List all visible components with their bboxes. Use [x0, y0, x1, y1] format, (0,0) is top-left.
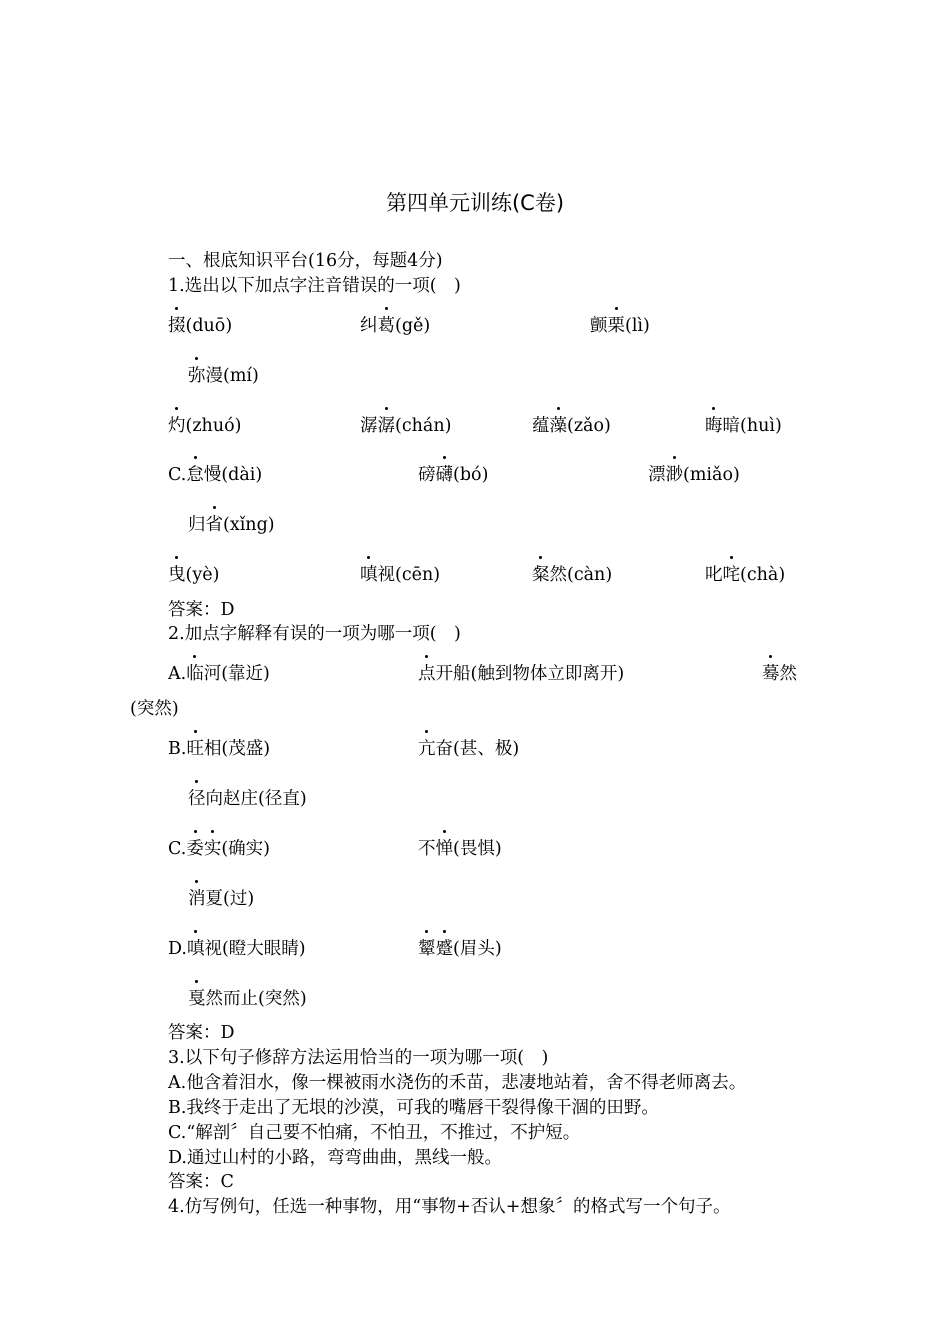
- q4-stem: 4.仿写例句，任选一种事物，用“事物+否认+想象〞的格式写一个句子。: [168, 1197, 731, 1217]
- q1-option-c-4: 归省(xǐng): [188, 515, 275, 535]
- q1-option-a-3: 颤栗(lì): [590, 316, 650, 336]
- q3-stem: 3.以下句子修辞方法运用恰当的一项为哪一项( ): [168, 1048, 549, 1068]
- q2-option-d-1: D.嗔视(瞪大眼睛): [168, 939, 306, 959]
- q1-option-c-2: 磅礴(bó): [418, 465, 489, 485]
- q3-option-b: B.我终于走出了无垠的沙漠，可我的嘴唇干裂得像干涸的田野。: [168, 1098, 659, 1118]
- q1-answer: 答案：D: [168, 600, 235, 620]
- q3-option-a: A.他含着泪水，像一棵被雨水浇伤的禾苗，悲凄地站着，舍不得老师离去。: [168, 1073, 747, 1093]
- q2-option-a-2: 点开船(触到物体立即离开): [418, 664, 625, 684]
- q1-option-b-1: 灼(zhuó): [168, 416, 242, 436]
- q3-option-d: D.通过山村的小路，弯弯曲曲，黑线一般。: [168, 1148, 502, 1168]
- document-title: 第四单元训练(C卷): [385, 191, 565, 215]
- q1-option-d-2: 嗔视(cēn): [360, 565, 441, 585]
- section-heading: 一、根底知识平台(16分，每题4分): [168, 251, 443, 271]
- q1-option-d-1: 曳(yè): [168, 565, 220, 585]
- q2-option-b-1: B.旺相(茂盛): [168, 739, 271, 759]
- q2-option-a-1: A.临河(靠近): [168, 664, 270, 684]
- q3-answer: 答案：C: [168, 1172, 234, 1192]
- q1-option-c-3: 漂渺(miǎo): [648, 465, 740, 485]
- q2-option-a-3: 蓦然: [762, 664, 797, 684]
- q1-option-b-4: 晦暗(huì): [705, 416, 782, 436]
- q1-option-d-3: 粲然(càn): [532, 565, 613, 585]
- q1-option-b-2: 潺潺(chán): [360, 416, 452, 436]
- q2-option-c-3: 消夏(过): [188, 889, 255, 909]
- q2-option-b-3: 径向赵庄(径直): [188, 789, 307, 809]
- q1-option-a-4: 弥漫(mí): [188, 366, 259, 386]
- q2-option-d-3: 戛然而止(突然): [188, 989, 307, 1009]
- q1-stem: 1.选出以下加点字注音错误的一项( ): [168, 276, 461, 296]
- q2-option-b-2: 亢奋(甚、极): [418, 739, 520, 759]
- q1-option-d-4: 叱咤(chà): [705, 565, 786, 585]
- q2-option-c-1: C.委实(确实): [168, 839, 270, 859]
- q3-option-c: C.“解剖〞自己要不怕痛，不怕丑，不推过，不护短。: [168, 1123, 581, 1143]
- q1-option-a-1: 掇(duō): [168, 316, 233, 336]
- q1-option-a-2: 纠葛(gě): [360, 316, 431, 336]
- q1-option-b-3: 蕴藻(zǎo): [532, 416, 611, 436]
- q1-option-c-1: C.怠慢(dài): [168, 465, 263, 485]
- q2-answer: 答案：D: [168, 1023, 235, 1043]
- q2-option-d-2: 颦蹙(眉头): [418, 939, 502, 959]
- q2-stem: 2.加点字解释有误的一项为哪一项( ): [168, 624, 461, 644]
- q2-option-a-3-meaning: (突然): [130, 699, 179, 719]
- q2-option-c-2: 不惮(畏惧): [418, 839, 502, 859]
